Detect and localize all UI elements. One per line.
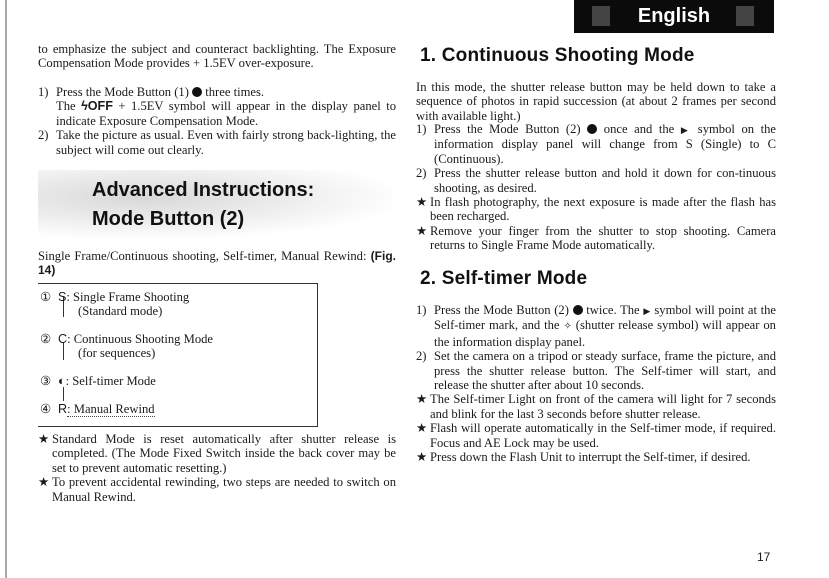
step-text-a: Press the Mode Button (1) xyxy=(56,85,189,99)
step-text xyxy=(434,122,776,166)
step-2 xyxy=(416,166,776,195)
step-number: 1) xyxy=(38,85,49,99)
connector-line xyxy=(63,387,64,401)
section-title-line-2: Mode Button (2) xyxy=(92,208,245,230)
step-text xyxy=(56,85,396,128)
star-bullet-icon: ★ xyxy=(38,475,50,490)
heading-continuous: 1. Continuous Shooting Mode xyxy=(420,45,695,66)
mode-label: : Self-timer Mode xyxy=(65,374,156,388)
mode-number: ① xyxy=(40,290,52,304)
note xyxy=(38,432,396,475)
mode-button-icon xyxy=(192,87,202,97)
mode-notes xyxy=(38,432,396,504)
note-text: To prevent accidental rewinding, two steps are needed to switch on Manual Rewind. xyxy=(52,475,396,504)
step-text-b: twice. The xyxy=(586,303,640,317)
tab-speck-left xyxy=(592,6,610,26)
mode-symbol: R xyxy=(58,402,68,416)
modes-intro xyxy=(38,249,396,278)
note xyxy=(416,224,776,253)
note-text: Standard Mode is reset automatically after shutter release is completed. (The Mode Fixed Switch inside the back cover may be set to prevent automatic resetting.) xyxy=(52,432,396,475)
self-timer-icon: ◐ xyxy=(58,374,66,388)
step-2 xyxy=(416,349,776,392)
step-text-a: Press the Mode Button (2) xyxy=(434,122,581,136)
pointer-icon: ▶ xyxy=(643,306,651,316)
star-bullet-icon: ★ xyxy=(416,223,428,238)
mode-button-icon xyxy=(587,124,597,134)
exposure-steps xyxy=(38,85,396,157)
mode-sub xyxy=(78,304,162,318)
step-text-d: + 1.5EV symbol will appear in the display panel to indicate Exposure Compensation Mode. xyxy=(56,99,396,128)
section-title-line-1: Advanced Instructions: xyxy=(92,179,315,201)
note-text: Flash will operate automatically in the Self-timer mode, if required. Focus and AE Lock may be used. xyxy=(430,421,776,450)
continuous-steps xyxy=(416,122,776,253)
note xyxy=(416,421,776,450)
step-text-d: (shutter release symbol) will appear on the information display panel. xyxy=(434,318,776,349)
step-text-b: once and the xyxy=(603,122,675,136)
mode-item-self-timer xyxy=(40,374,156,388)
step-text-c: symbol on the information display panel will change from S (Single) to C (Continuous). xyxy=(434,122,777,166)
step-1 xyxy=(416,303,776,349)
mode-number: ③ xyxy=(40,374,52,388)
step-text: Take the picture as usual. Even with fairly strong back-lighting, the subject will come out clearly. xyxy=(56,128,396,157)
step-text-b: three times. xyxy=(205,85,265,99)
step-1 xyxy=(416,122,776,166)
step-text-c: The xyxy=(56,99,76,114)
language-tab xyxy=(574,0,774,33)
note-text: In flash photography, the next exposure is made after the flash has been recharged. xyxy=(430,195,776,224)
section-title xyxy=(92,176,314,234)
flash-off-symbol: ϟOFF xyxy=(81,99,113,114)
step-text: Press the shutter release button and hold it down for con-tinuous shooting, as desired. xyxy=(434,166,776,195)
mode-symbol: S xyxy=(58,290,67,304)
step-1 xyxy=(38,85,396,128)
mode-button-icon xyxy=(573,305,583,315)
star-bullet-icon: ★ xyxy=(416,195,428,210)
page-number: 17 xyxy=(757,550,771,564)
step-number: 1) xyxy=(416,303,427,317)
note-text: The Self-timer Light on front of the camera will light for 7 seconds and blink for the last 3 seconds before shutter release. xyxy=(430,392,776,421)
tab-speck-right xyxy=(736,6,754,26)
step-number: 2) xyxy=(38,128,49,143)
mode-sub-text: (for sequences) xyxy=(78,346,156,360)
step-number: 2) xyxy=(416,166,427,181)
step-text xyxy=(434,303,776,349)
step-number: 2) xyxy=(416,349,427,364)
note-text: Remove your finger from the shutter to stop shooting. Camera returns to Single Frame Mode automatically. xyxy=(430,223,776,253)
language-tab-label: English xyxy=(637,5,711,27)
mode-label: : Manual Rewind xyxy=(67,402,155,416)
mode-label: : Continuous Shooting Mode xyxy=(67,332,214,346)
mode-sub xyxy=(78,346,155,360)
figure-reference: (Fig. 14) xyxy=(38,249,396,278)
pointer-icon: ▶ xyxy=(680,125,692,135)
note xyxy=(416,392,776,421)
star-bullet-icon: ★ xyxy=(416,392,428,407)
note xyxy=(38,475,396,504)
mode-item-single xyxy=(40,290,189,304)
star-bullet-icon: ★ xyxy=(416,421,428,436)
intro-paragraph: to emphasize the subject and counteract backlighting. The Exposure Compensation Mode provides + 1.5EV over-exposure. xyxy=(38,42,396,71)
star-bullet-icon: ★ xyxy=(416,450,428,465)
shutter-release-icon: ✧ xyxy=(563,321,572,333)
heading-self-timer: 2. Self-timer Mode xyxy=(420,268,588,289)
mode-item-rewind xyxy=(40,402,155,417)
page-edge-shadow xyxy=(5,0,7,578)
note xyxy=(416,195,776,224)
mode-number: ② xyxy=(40,332,52,346)
step-text-a: Press the Mode Button (2) xyxy=(434,303,569,317)
continuous-intro: In this mode, the shutter release button may be held down to take a sequence of photos in rapid succession (at about 2 frames per second with available light.) xyxy=(416,80,776,123)
step-text: Set the camera on a tripod or steady surface, frame the picture, and press the shutter release button. The Self-timer will start, and release the shutter after about 10 seconds. xyxy=(434,349,776,393)
self-timer-steps xyxy=(416,303,776,464)
star-bullet-icon: ★ xyxy=(38,432,50,446)
mode-symbol: C xyxy=(58,332,68,346)
mode-label: : Single Frame Shooting xyxy=(66,290,190,304)
step-2 xyxy=(38,128,396,157)
note-text: Press down the Flash Unit to interrupt the Self-timer, if desired. xyxy=(430,450,751,465)
step-text-c: symbol will point at the Self-timer mark, and the xyxy=(434,303,777,333)
note xyxy=(416,450,776,464)
mode-sub-text: (Standard mode) xyxy=(78,304,163,318)
step-number: 1) xyxy=(416,122,427,136)
mode-item-continuous xyxy=(40,332,213,346)
modes-intro-text: Single Frame/Continuous shooting, Self-timer, Manual Rewind: xyxy=(38,249,367,263)
mode-number: ④ xyxy=(40,402,52,416)
